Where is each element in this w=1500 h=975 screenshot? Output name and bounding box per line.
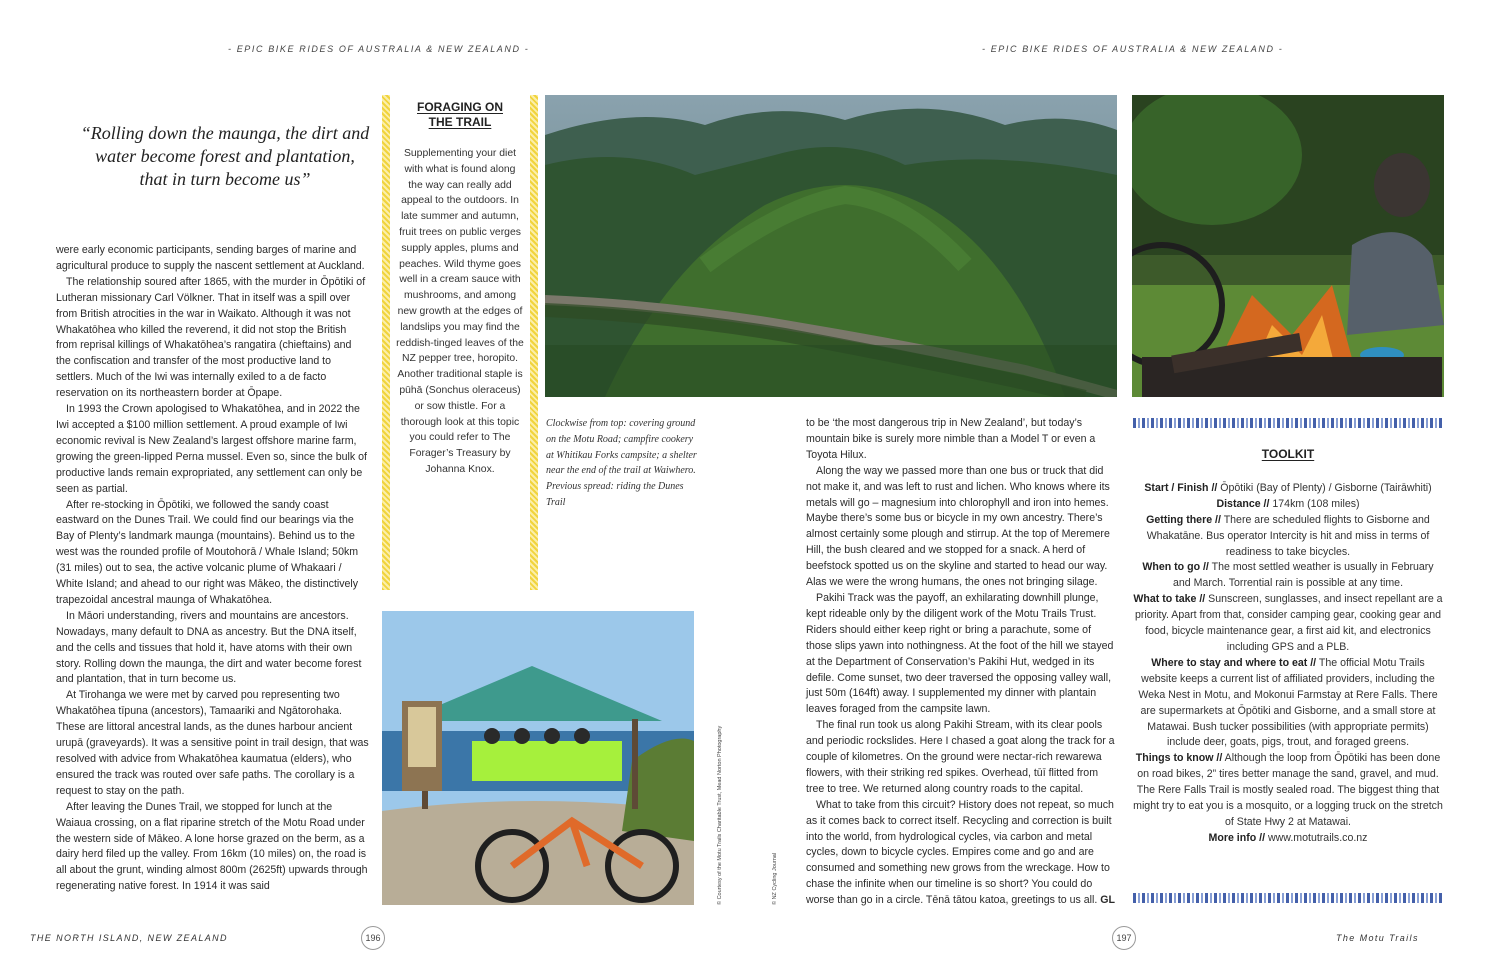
toolkit-label: Things to know // <box>1135 752 1223 765</box>
campfire-photo <box>1132 95 1444 397</box>
toolkit-label: Where to stay and where to eat // <box>1151 656 1317 669</box>
toolkit-text: www.motutrails.co.nz <box>1265 831 1368 844</box>
sidebar-title-line2: THE TRAIL <box>428 115 492 129</box>
toolkit-text: There are scheduled flights to Gisborne and Whakatāne. Bus operator Intercity is hit and miss in terms of readiness to take bicycles. <box>1146 513 1430 558</box>
paragraph: At Tirohanga we were met by carved pou representing two Whakatōhea tīpuna (ancestors), Tamaariki and Ngātorohaka. These are littoral ancestral lands, as the dunes harbour ancient urupā (graveyards). It was a sensitive point in trail design, that was resolved with advice from Whakatōhea kaumatua (elders), who ensured the track was routed over safe paths. The corollary is a request to stay on the path. <box>56 689 369 797</box>
shelter-image <box>382 611 694 905</box>
paragraph: In 1993 the Crown apologised to Whakatōhea, and in 2022 the Iwi accepted a $100 million settlement. A proud example of Iwi economic revival is New Zealand’s largest offshore marine farm, growing the green-lipped Perna mussel. Even so, since the bulk of productive lands remain expropriated, any settlement can only be seen as partial. <box>56 403 367 495</box>
running-header-left: - EPIC BIKE RIDES OF AUSTRALIA & NEW ZEALAND - <box>228 44 530 54</box>
toolkit-text: The official Motu Trails website keeps a current list of affiliated providers, including the Weka Nest in Motu, and Mokonui Farmstay at Rere Falls. There are supermarkets at Ōpōtiki and Gisborne, and a small store at Matawai. Bush tucker possibilities (with appropriate permits) include deer, goats, pigs, trout, and foraged greens. <box>1138 656 1438 749</box>
pull-quote: “Rolling down the maunga, the dirt and water become forest and plantation, that in turn become us” <box>80 123 370 189</box>
page-number-left: 196 <box>361 926 385 950</box>
paragraph: Along the way we passed more than one bus or truck that did not make it, and was left to rust and lichen. Who knows where its metals will go – magnesium into chlorophyll and iron into hemes. Maybe there’s some bus or bicycle in my own ancestry. There’s almost certainly some plough and stirrup. At the top of Meremere Hill, the bush cleared and we stopped for a snack. A herd of beefstock spotted us on the skyline and started to head our way. Alas we were the wrong humans, the ones not bringing silage. <box>806 464 1110 589</box>
toolkit-text: 174km (108 miles) <box>1269 497 1360 510</box>
paragraph: The relationship soured after 1865, with the murder in Ōpōtiki of Lutheran missionary Carl Völkner. That in itself was a spill over from British atrocities in the war in Waikato. Although it was not Whakatōhea who killed the reverend, it did not stop the British from reprisal killings of Whakatōhea’s rangatira (chieftains) and the confiscation and transfer of the most productive land to settlers. Much of the Iwi was internally exiled to a de facto reservation on its northeastern border at Ōpape. <box>56 275 366 400</box>
foraging-sidebar <box>382 95 538 590</box>
toolkit-item <box>1133 497 1443 513</box>
paragraph: were early economic participants, sending barges of marine and agricultural produce to supply the nascent settlement at Auckland. <box>56 244 365 272</box>
paragraph: After re-stocking in Ōpōtiki, we followed the sandy coast eastward on the Dunes Trail. We could find our bearings via the Bay of Plenty’s landmark maunga (mountains). Behind us to the west was the rounded profile of Moutohorā / Whale Island; 50km (31 miles) out to sea, the active volcanic plume of Whakaari / White Island; and ahead to our right was Mākeo, the distinctively trapezoidal ancestral maunga of Whakatōhea. <box>56 498 359 606</box>
toolkit-text: The most settled weather is usually in February and March. Torrential rain is possible at any time. <box>1172 561 1434 590</box>
sidebar-title-line1: FORAGING ON <box>417 100 503 114</box>
photo-caption: Clockwise from top: covering ground on the Motu Road; campfire cookery at Whitikau Forks campsite; a shelter near the end of the trail at Waiwhero. Previous spread: riding the Dunes Trail <box>546 418 697 508</box>
toolkit-label: When to go // <box>1142 561 1209 574</box>
toolkit-bottom-band <box>1133 893 1443 903</box>
campfire-photo-credit: © NZ Cycling Journal <box>772 852 778 905</box>
toolkit-label: More info // <box>1208 831 1266 844</box>
right-column-text <box>806 416 1119 909</box>
toolkit-items <box>1133 481 1443 847</box>
motu-road-image <box>545 95 1117 397</box>
toolkit-label: Getting there // <box>1146 513 1221 526</box>
toolkit-text: Sunscreen, sunglasses, and insect repellant are a priority. Apart from that, consider camping gear, cooking gear and food, bicycle maintenance gear, a first aid kit, and electronics including GPS and a PLB. <box>1134 593 1443 653</box>
toolkit-item <box>1133 560 1443 592</box>
paragraph: In Māori understanding, rivers and mountains are ancestors. Nowadays, many default to DNA as ancestry. But the DNA itself, and the cells and tissues that hold it, have atoms with their own story. Rolling down the maunga, the dirt and water become forest and plantation, that in turn become us. <box>56 609 362 686</box>
toolkit-title: TOOLKIT <box>1261 447 1315 461</box>
toolkit-label: What to take // <box>1133 593 1206 606</box>
toolkit-item <box>1133 592 1443 656</box>
toolkit-text: Ōpōtiki (Bay of Plenty) / Gisborne (Tairāwhiti) <box>1217 481 1432 494</box>
footer-right: The Motu Trails <box>1336 933 1419 943</box>
shelter-photo-credit: © Courtesy of the Motu Trails Charitable Trust, Mead Norton Photography <box>717 725 723 905</box>
author-signature: GL <box>1097 894 1115 907</box>
toolkit-text: Although the loop from Ōpōtiki has been done on road bikes, 2” tires better manage the sand, gravel, and mud. The Rere Falls Trail is mostly sealed road. The biggest thing that might try to eat you is a mosquito, or a logging truck on the stretch of State Hwy 2 at Matawai. <box>1133 752 1443 828</box>
paragraph: The final run took us along Pakihi Stream, with its clear pools and periodic rockslides. Here I chased a goat along the track for a couple of kilometres. On the ground were nectar-rich rewarewa flowers, with their striking red spikes. Overhead, tūī flitted from tree to tree. We returned along country roads to the capital. <box>806 719 1115 795</box>
sidebar-text: Supplementing your diet with what is found along the way can really add appeal to the outdoors. In late summer and autumn, fruit trees on public verges supply apples, plums and peaches. Wild thyme goes well in a cream sauce with mushrooms, and among new growth at the edges of landslips you may find the reddish-tinged leaves of the NZ pepper tree, horopito. Another traditional staple is pūhā (Sonchus oleraceus) or sow thistle. For a thorough look at this topic you could refer to The Forager’s Treasury by Johanna Knox. <box>396 148 524 475</box>
page-number-right: 197 <box>1112 926 1136 950</box>
toolkit-item <box>1133 831 1443 847</box>
campfire-image <box>1132 95 1444 397</box>
toolkit-item <box>1133 513 1443 561</box>
motu-road-photo <box>545 95 1117 397</box>
toolkit-item <box>1133 656 1443 751</box>
toolkit-label: Start / Finish // <box>1144 481 1218 494</box>
sidebar-title <box>390 100 530 130</box>
paragraph: to be ‘the most dangerous trip in New Zealand’, but today’s mountain bike is surely more nimble than a Model T or even a Toyota Hilux. <box>806 417 1096 461</box>
left-column-text <box>56 243 369 895</box>
toolkit-item <box>1133 481 1443 497</box>
toolkit-box <box>1133 447 1443 847</box>
paragraph: What to take from this circuit? History does not repeat, so much as it comes back to correct itself. Recycling and correction is built into the world, from hydrological cycles, via carbon and metal cycles, down to bicycle cycles. Empires come and go and are consumed and something new grows from the wreckage. How to chase the infinite when our timeline is so short? You could do worse than go in a circle. Tēnā tātou katoa, greetings to us all. GL <box>806 798 1115 907</box>
toolkit-item <box>1133 751 1443 831</box>
toolkit-label: Distance // <box>1216 497 1270 510</box>
footer-left: THE NORTH ISLAND, NEW ZEALAND <box>30 933 228 943</box>
paragraph: After leaving the Dunes Trail, we stopped for lunch at the Waiaua crossing, on a flat riparine stretch of the Motu Road under the western side of Mākeo. A lone horse grazed on the berm, as a dairy herd filed up the valley. From 16km (10 miles) on, the road is all about the grunt, winding almost 800m (2625ft) upwards through regenerating native forest. In 1914 it was said <box>56 800 368 893</box>
toolkit-top-band <box>1133 418 1443 428</box>
paragraph: Pakihi Track was the payoff, an exhilarating downhill plunge, kept rideable only by the diligent work of the Motu Trails Trust. Riders should either keep right or bring a parachute, some of those slips yawn into nothingness. At the foot of the hill we stayed at the Department of Conservation’s Pakihi Hut, wedged in its defile. Come sunset, two deer traversed the opposing valley wall, just 50m (164ft) away. I supplemented my dinner with plantain leaves foraged from the campsite lawn. <box>806 591 1114 716</box>
shelter-photo <box>382 611 694 905</box>
running-header-right: - EPIC BIKE RIDES OF AUSTRALIA & NEW ZEALAND - <box>982 44 1284 54</box>
